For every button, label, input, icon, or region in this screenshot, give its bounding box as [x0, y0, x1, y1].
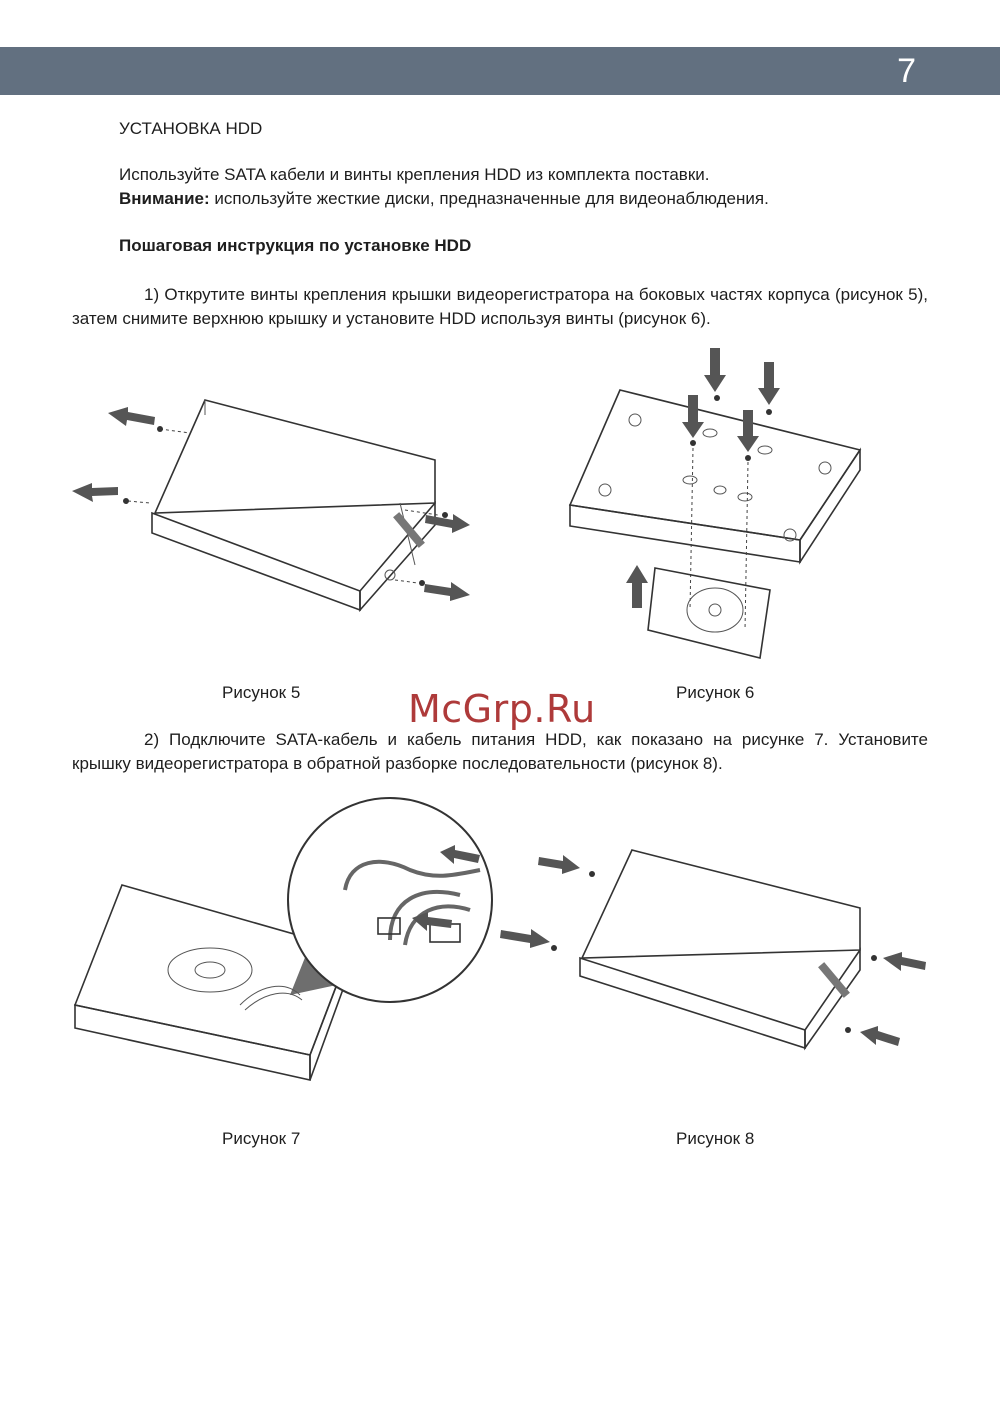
figure-5-illustration: [60, 385, 480, 625]
subtitle: Пошаговая инструкция по установке HDD: [119, 236, 472, 255]
figure-5-caption: Рисунок 5: [222, 683, 301, 702]
warning-text: используйте жесткие диски, предназначенные для видеонаблюдения.: [209, 189, 769, 208]
figure-7-caption: Рисунок 7: [222, 1129, 301, 1148]
figure-8-illustration: [500, 840, 930, 1060]
header-bar: [0, 47, 1000, 95]
warning-line: [119, 187, 769, 211]
warning-label: Внимание:: [119, 189, 210, 208]
step-2-text: 2) Подключите SATA-кабель и кабель питания HDD, как показано на рисунке 7. Установите крышку видеорегистратора в обратной разборке последовательности (рисунок 8).: [72, 730, 928, 773]
figure-6-caption: Рисунок 6: [676, 683, 755, 702]
intro-line: Используйте SATA кабели и винты крепления HDD из комплекта поставки.: [119, 165, 710, 184]
figure-6-illustration: [560, 340, 880, 670]
page-number: 7: [897, 52, 916, 90]
step-1-text: 1) Открутите винты крепления крышки видеорегистратора на боковых частях корпуса (рисунок 5), затем снимите верхнюю крышку и установите HDD используя винты (рисунок 6).: [72, 285, 928, 328]
section-title: УСТАНОВКА HDD: [119, 119, 263, 138]
figure-8-caption: Рисунок 8: [676, 1129, 755, 1148]
watermark: McGrp.Ru: [408, 687, 596, 731]
figure-7-illustration: [60, 800, 510, 1100]
